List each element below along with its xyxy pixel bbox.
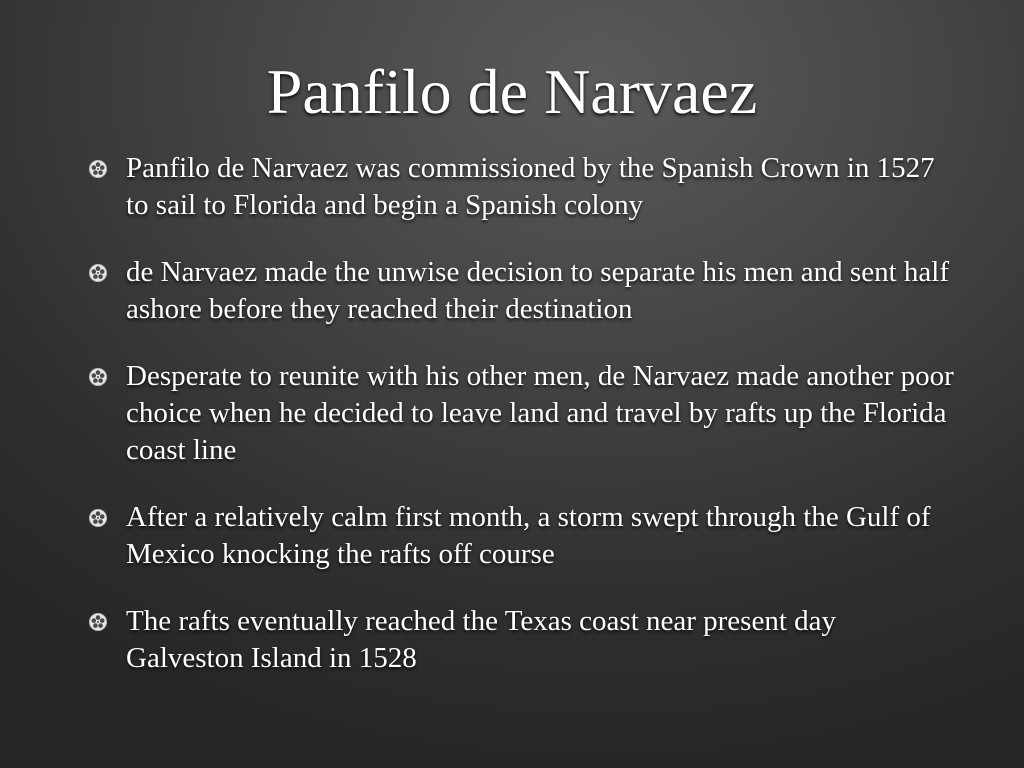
bullet-text: Desperate to reunite with his other men, de Narvaez made another poor choice when he decided to leave land and travel by rafts up the Florida coast line (126, 360, 954, 466)
reel-bullet-icon (88, 367, 108, 387)
list-item (88, 358, 958, 469)
bullet-text: After a relatively calm first month, a storm swept through the Gulf of Mexico knocking the rafts off course (126, 501, 931, 570)
bullet-text: de Narvaez made the unwise decision to separate his men and sent half ashore before they reached their destination (126, 256, 949, 325)
bullet-text: The rafts eventually reached the Texas coast near present day Galveston Island in 1528 (126, 605, 837, 674)
reel-bullet-icon (88, 508, 108, 528)
reel-bullet-icon (88, 263, 108, 283)
list-item (88, 499, 958, 573)
reel-bullet-icon (88, 159, 108, 179)
bullet-text: Panfilo de Narvaez was commissioned by the Spanish Crown in 1527 to sail to Florida and begin a Spanish colony (126, 152, 935, 221)
list-item (88, 254, 958, 328)
list-item (88, 603, 958, 677)
bullet-list (88, 150, 958, 707)
list-item (88, 150, 958, 224)
reel-bullet-icon (88, 612, 108, 632)
slide-title: Panfilo de Narvaez (266, 56, 758, 127)
